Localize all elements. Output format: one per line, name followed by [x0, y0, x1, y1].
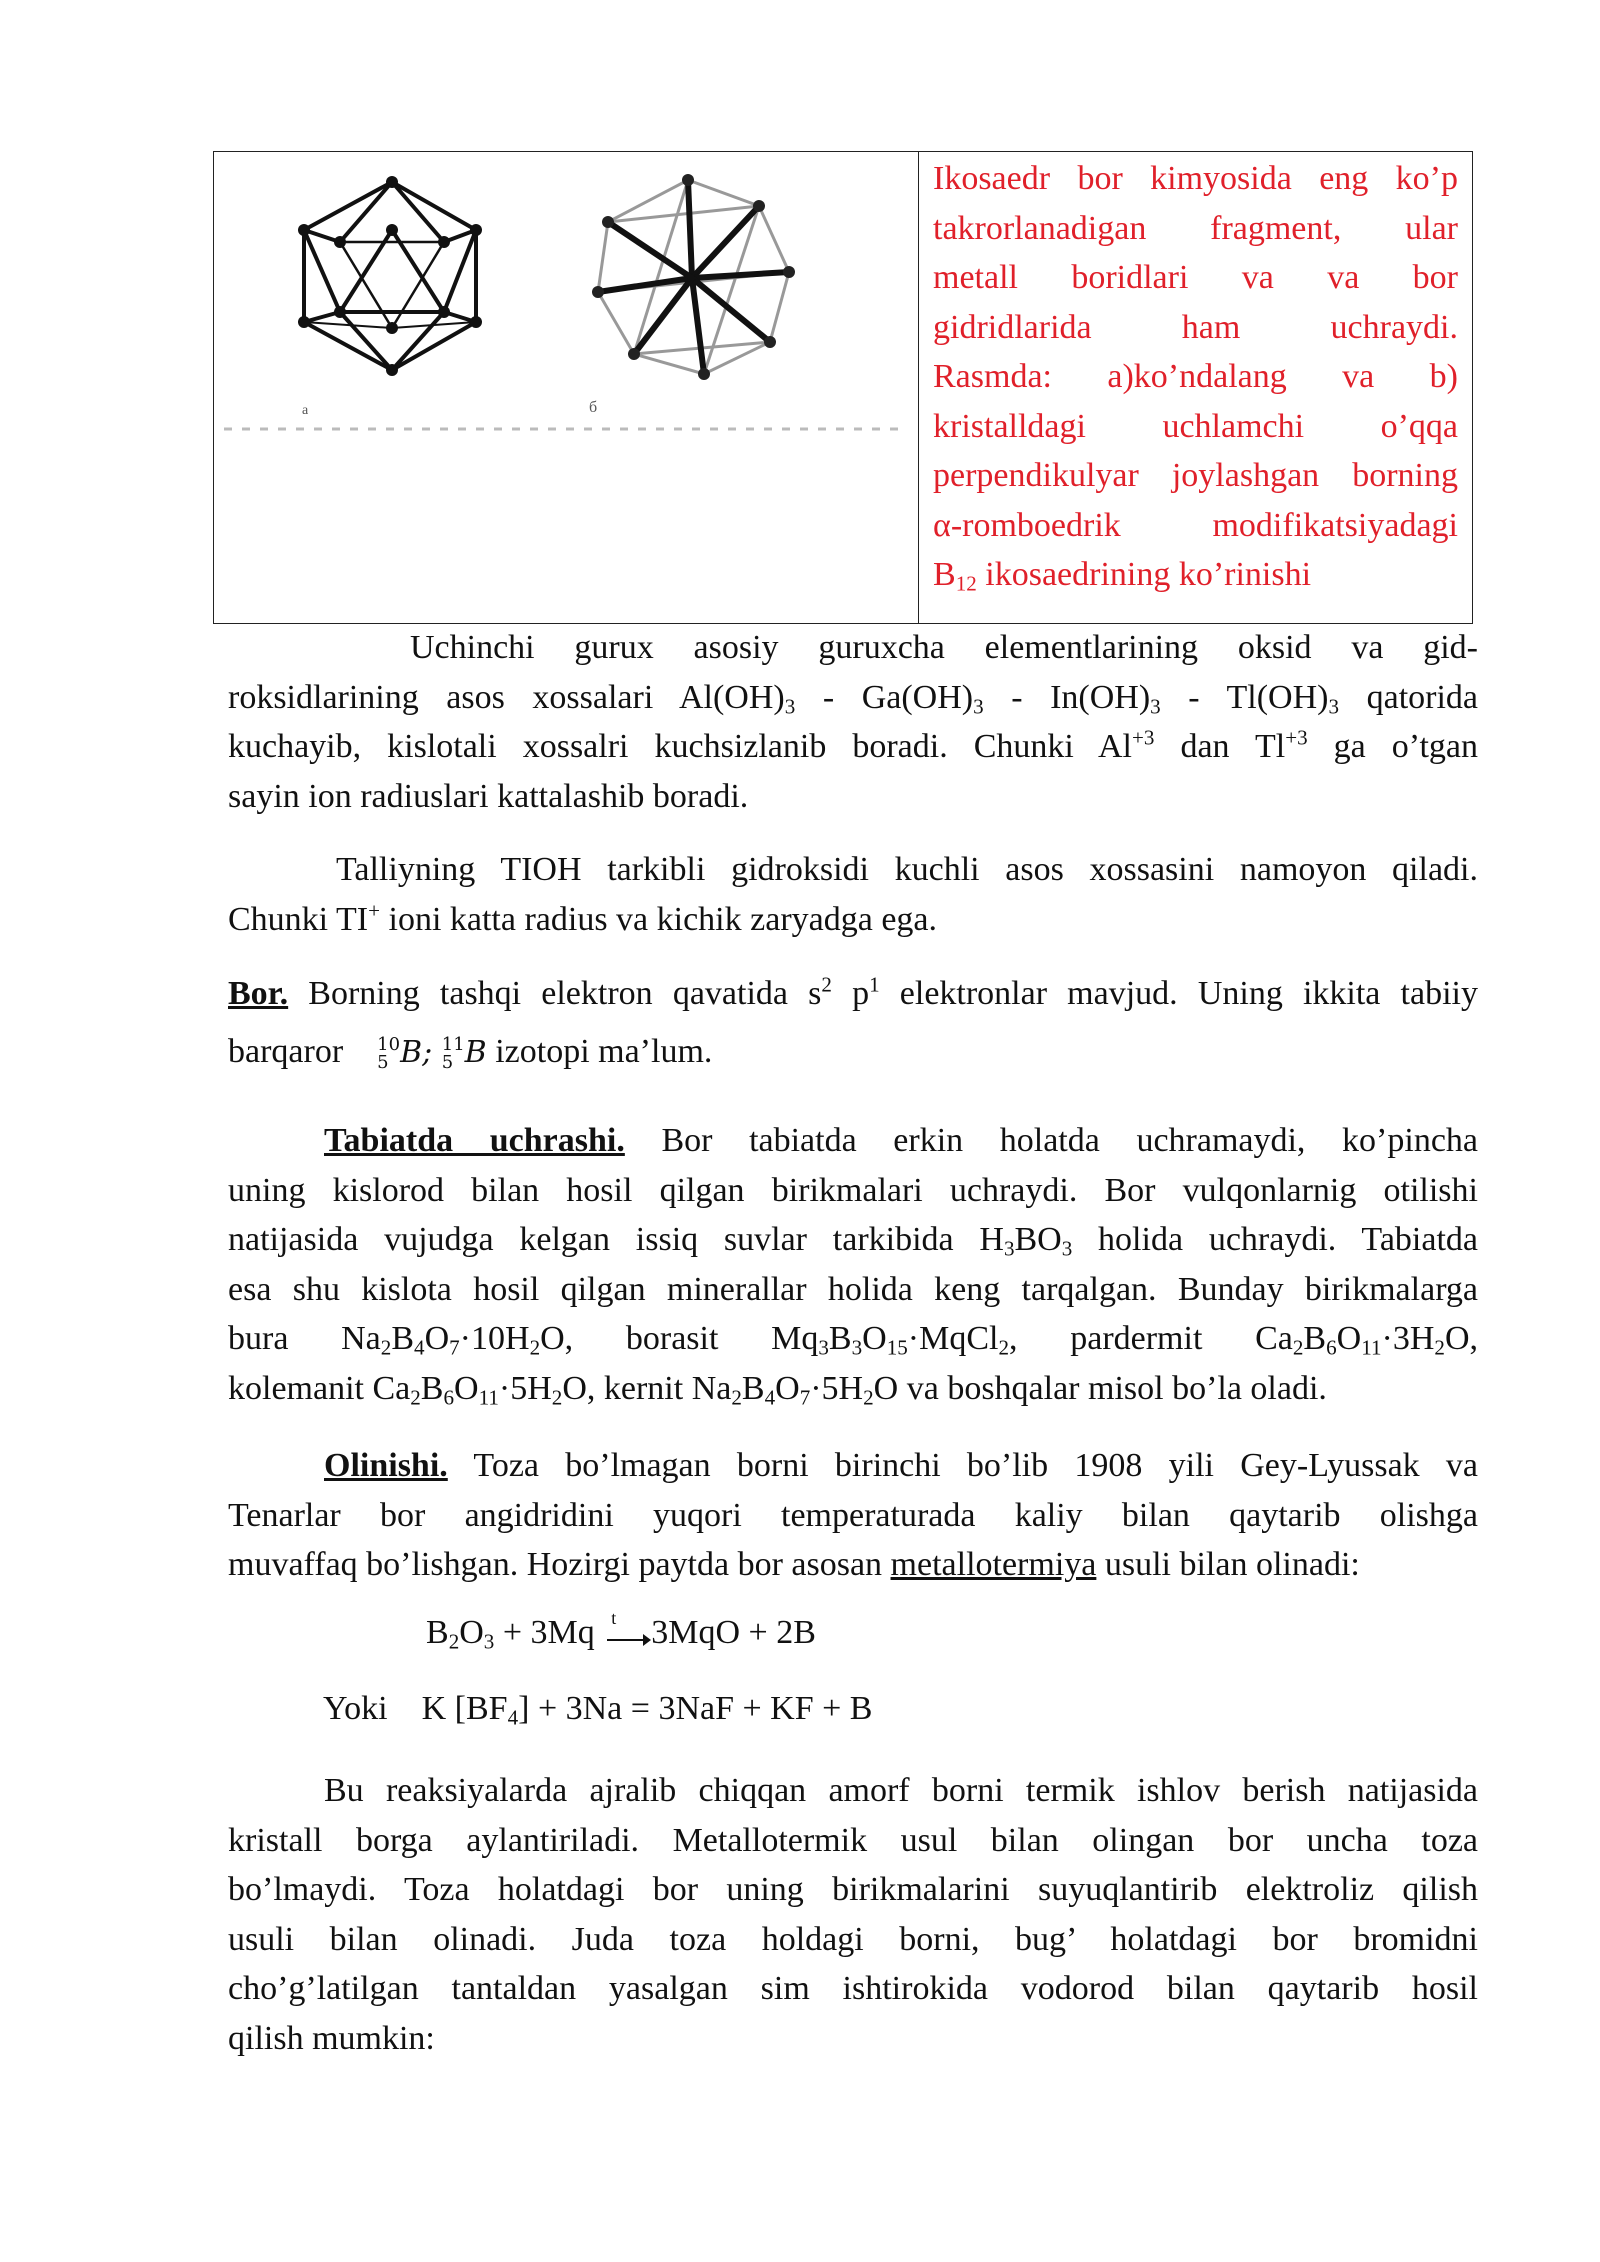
- text-line: Olinishi. Toza bo’lmagan borni birinchi bo’lib 1908 yili Gey-Lyussak va: [324, 1447, 1478, 1484]
- caption-subscript: 12: [955, 571, 977, 596]
- equation-1: $B_2O_3 + 3Mq$ t 3MqO + 2B: [426, 1608, 816, 1654]
- figure-label-b: б: [589, 399, 598, 416]
- text-line: Chunki TI+ ioni katta radius va kichik zaryadga ega.: [228, 897, 937, 938]
- text-line: Bu reaksiyalarda ajralib chiqqan amorf borni termik ishlov berish natijasida: [324, 1772, 1478, 1809]
- figure-table: [213, 151, 1473, 624]
- caption-line: perpendikulyar joylashgan borning: [933, 457, 1458, 494]
- text-line: cho’g’latilgan tantaldan yasalgan sim ishtirokida vodorod bilan qaytarib hosil: [228, 1970, 1478, 2007]
- metallotermiya-term: metallotermiya: [890, 1546, 1097, 1583]
- icosahedron-a-figure: [304, 182, 476, 370]
- text-line: qilish mumkin:: [228, 2019, 435, 2057]
- section-heading-bor: Bor.: [228, 975, 289, 1012]
- text-line: natijasida vujudga kelgan issiq suvlar tarkibida $H_3BO_3$ holida uchraydi. Tabiatda: [228, 1221, 1478, 1261]
- caption-text: ikosaedrining ko’rinishi: [976, 556, 1312, 593]
- text-line: bo’lmaydi. Toza holatdagi bor uning birikmalarini suyuqlantirib elektroliz qilish: [228, 1871, 1478, 1908]
- text-line: sayin ion radiuslari kattalashib boradi.: [228, 777, 749, 815]
- text-line: usuli bilan olinadi. Juda toza holdagi borni, bug’ holatdagi bor bromidni: [228, 1920, 1478, 1958]
- icosahedron-illustration: [214, 152, 918, 452]
- caption-line: α-romboedrik modifikatsiyadagi: [933, 506, 1458, 544]
- text-line: uning kislorod bilan hosil qilgan birikmalari uchraydi. Bor vulqonlarnig otilishi: [228, 1171, 1478, 1209]
- text-line: kuchayib, kislotali xossalri kuchsizlanib boradi. Chunki $Al^{+3}$ dan $Tl^{+3}$ ga o’tgan: [228, 725, 1478, 765]
- text-line: kolemanit $Ca_2B_6O_{11}\cdot 5H_2O$, kernit $Na_2B_4O_7\cdot 5H_2O$ va boshqalar misol bo’la oladi.: [228, 1369, 1327, 1409]
- caption-line: gidridlarida ham uchraydi.: [933, 308, 1458, 346]
- figure-caption: [919, 152, 1472, 623]
- text-line: Bor. Borning tashqi elektron qavatida $s^2$ $p^1$ elektronlar mavjud. Uning ikkita tabiiy: [228, 972, 1478, 1012]
- reaction-arrow-icon: t: [603, 1620, 651, 1650]
- text-line: muvaffaq bo’lishgan. Hozirgi paytda bor asosan metallotermiya usuli bilan olinadi:: [228, 1546, 1360, 1583]
- text-line: esa shu kislota hosil qilgan minerallar holida keng tarqalgan. Bunday birikmalarga: [228, 1270, 1478, 1308]
- caption-line: metall boridlari va va bor: [933, 259, 1458, 296]
- section-heading-occurrence: Tabiatda uchrashi.: [324, 1122, 625, 1159]
- caption-line: Rasmda: a)ko’ndalang va b): [933, 358, 1458, 395]
- paragraph-hydroxides: [228, 623, 1478, 821]
- caption-line: kristalldagi uchlamchi o’qqa: [933, 407, 1458, 445]
- paragraph-production: [228, 1441, 1478, 1590]
- figure-label-a: a: [302, 403, 309, 418]
- text-line: Tenarlar bor angidridini yuqori temperaturada kaliy bilan qaytarib olishga: [228, 1496, 1478, 1534]
- caption-formula: B: [933, 556, 956, 593]
- paragraph-crystallization: [228, 1766, 1478, 2063]
- paragraph-boron: [228, 969, 1478, 1077]
- text-line: kristall borga aylantiriladi. Metallotermik usul bilan olingan bor uncha toza: [228, 1821, 1478, 1859]
- figure-image-cell: [214, 152, 919, 623]
- text-line: Tabiatda uchrashi. Bor tabiatda erkin holatda uchramaydi, ko’pincha: [324, 1122, 1478, 1159]
- equation-2: Yoki K $[BF_4] + 3Na = 3NaF$ + KF + B: [323, 1690, 873, 1730]
- isotope-formula: 10 5 B; 11 5 B: [377, 1033, 487, 1073]
- paragraph-thallium: [228, 845, 1478, 944]
- text-line: Uchinchi gurux asosiy guruxcha elementlarining oksid va gid-: [410, 629, 1478, 666]
- text-line: roksidlarining asos xossalari $Al(OH)_3 - Ga(OH)_3 - In(OH)_3 - Tl(OH)_3$ qatorida: [228, 678, 1478, 718]
- caption-line: takrorlanadigan fragment, ular: [933, 209, 1458, 247]
- paragraph-occurrence: [228, 1116, 1478, 1413]
- caption-line: Ikosaedr bor kimyosida eng ko’p: [933, 160, 1458, 197]
- text-line: Talliyning TIOH tarkibli gidroksidi kuchli asos xossasini namoyon qiladi.: [336, 851, 1478, 888]
- text-line: barqaror 10 5 B; 11 5 B izotopi ma’lum.: [228, 1032, 713, 1073]
- caption-line: [933, 550, 1458, 600]
- section-heading-production: Olinishi.: [324, 1447, 448, 1484]
- text-line: bura $Na_2B_4O_7\cdot 10H_2O$, borasit $Mq_3B_3O_{15}\cdot MqCl_2$, pardermit $Ca_2B_6O_{11}\cdot 3H_2O$,: [228, 1320, 1479, 1360]
